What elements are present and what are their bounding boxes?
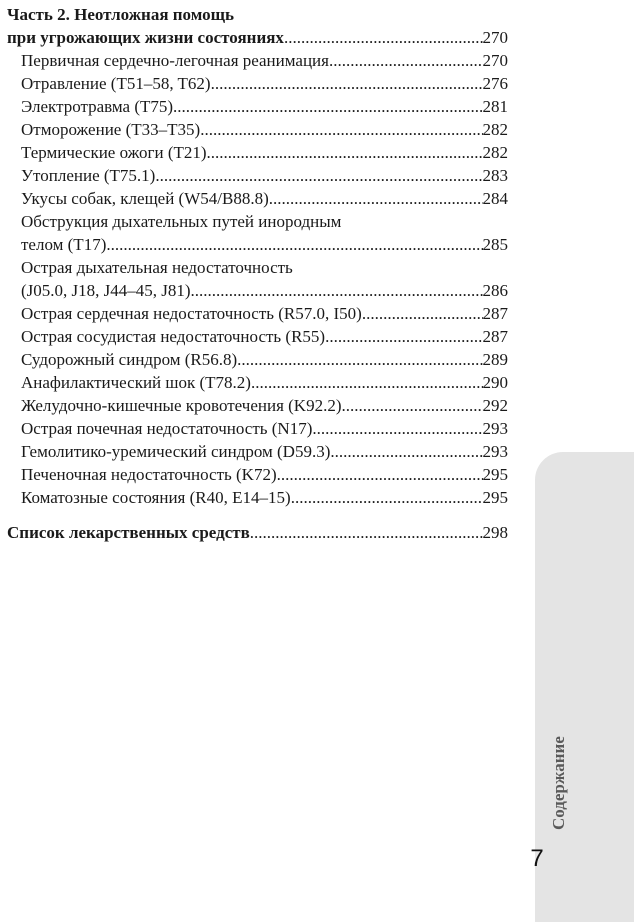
toc-entry-page: 282 — [482, 120, 508, 139]
leader-dots — [250, 521, 483, 544]
toc-entry[interactable] — [7, 394, 508, 417]
toc-entry-title: Список лекарственных средств — [7, 523, 250, 542]
toc-entry-page: 298 — [482, 523, 508, 542]
toc-entry[interactable] — [7, 348, 508, 371]
toc-entry-page: 295 — [482, 465, 508, 484]
toc-entry-page: 270 — [482, 51, 508, 70]
toc-entry-title: Отравление (T51–58, T62) — [21, 74, 211, 93]
part-title: Часть 2. Неотложная помощь — [7, 5, 234, 24]
toc-entry-title: Печеночная недостаточность (K72) — [21, 465, 277, 484]
toc-entry-title: Коматозные состояния (R40, E14–15) — [21, 488, 291, 507]
toc-entry-title: Анафилактический шок (T78.2) — [21, 373, 251, 392]
leader-dots — [325, 325, 482, 348]
toc-entry-page: 293 — [482, 419, 508, 438]
toc-entry[interactable] — [7, 49, 508, 72]
toc-entry-page: 270 — [482, 28, 508, 47]
toc-entry-page: 284 — [482, 189, 508, 208]
leader-dots — [269, 187, 483, 210]
leader-dots — [207, 141, 483, 164]
toc-entry[interactable] — [7, 118, 508, 141]
toc-entry-title: Отморожение (T33–T35) — [21, 120, 201, 139]
toc-entry-page: 293 — [482, 442, 508, 461]
leader-dots — [191, 279, 483, 302]
toc-entry[interactable] — [7, 187, 508, 210]
toc-entry-page: 276 — [482, 74, 508, 93]
toc-entry-page: 290 — [482, 373, 508, 392]
toc-entry[interactable] — [7, 486, 508, 509]
toc-entry[interactable] — [7, 279, 508, 302]
toc-entry[interactable] — [7, 463, 508, 486]
leader-dots — [211, 72, 483, 95]
table-of-contents — [7, 3, 508, 544]
toc-entry[interactable] — [7, 164, 508, 187]
toc-entry[interactable] — [7, 233, 508, 256]
leader-dots — [200, 118, 482, 141]
toc-entry[interactable] — [7, 440, 508, 463]
toc-entry-title: Острая сосудистая недостаточность (R55) — [21, 327, 326, 346]
toc-entry-title: при угрожающих жизни состояниях — [7, 28, 284, 47]
toc-entry-page: 295 — [482, 488, 508, 507]
toc-entry-title-line1: Обструкция дыхательных путей инородным — [21, 212, 342, 231]
leader-dots — [173, 95, 482, 118]
toc-entry-title: Судорожный синдром (R56.8) — [21, 350, 238, 369]
toc-entry-part[interactable] — [7, 26, 508, 49]
toc-entry-page: 286 — [482, 281, 508, 300]
toc-entry[interactable] — [7, 417, 508, 440]
toc-entry-title: Острая сердечная недостаточность (R57.0, I50) — [21, 304, 362, 323]
toc-entry-page: 287 — [482, 304, 508, 323]
toc-entry-page: 282 — [482, 143, 508, 162]
toc-entry-title: (J05.0, J18, J44–45, J81) — [21, 281, 191, 300]
leader-dots — [329, 49, 483, 72]
toc-entry[interactable] — [7, 325, 508, 348]
toc-entry-title: Гемолитико-уремический синдром (D59.3) — [21, 442, 331, 461]
toc-entry[interactable] — [7, 371, 508, 394]
toc-entry-page: 281 — [482, 97, 508, 116]
leader-dots — [237, 348, 482, 371]
leader-dots — [155, 164, 482, 187]
section-gap — [7, 509, 508, 521]
toc-entry[interactable] — [7, 72, 508, 95]
toc-entry-page: 285 — [482, 235, 508, 254]
toc-entry-title: Электротравма (T75) — [21, 97, 174, 116]
toc-entry-page: 283 — [482, 166, 508, 185]
leader-dots — [277, 463, 483, 486]
toc-entry-title: Желудочно-кишечные кровотечения (K92.2) — [21, 396, 342, 415]
toc-entry-title: телом (T17) — [21, 235, 107, 254]
leader-dots — [342, 394, 483, 417]
toc-entry-title-line1: Острая дыхательная недостаточность — [21, 258, 293, 277]
leader-dots — [362, 302, 483, 325]
side-tab-label: Содержание — [549, 736, 568, 830]
leader-dots — [284, 26, 483, 49]
toc-entry-title: Термические ожоги (T21) — [21, 143, 207, 162]
toc-entry-page: 289 — [482, 350, 508, 369]
toc-entry-title: Первичная сердечно-легочная реанимация — [21, 51, 329, 70]
toc-entry[interactable] — [7, 95, 508, 118]
page-number: 7 — [530, 845, 544, 872]
toc-entry-title: Утопление (T75.1) — [21, 166, 156, 185]
leader-dots — [106, 233, 482, 256]
toc-entry-page: 292 — [482, 396, 508, 415]
leader-dots — [251, 371, 483, 394]
side-tab — [535, 452, 634, 922]
toc-entry-title: Острая почечная недостаточность (N17) — [21, 419, 313, 438]
leader-dots — [330, 440, 482, 463]
toc-entry-title: Укусы собак, клещей (W54/B88.8) — [21, 189, 269, 208]
leader-dots — [312, 417, 482, 440]
leader-dots — [291, 486, 483, 509]
toc-entry-drug-list[interactable] — [7, 521, 508, 544]
toc-entry-page: 287 — [482, 327, 508, 346]
toc-entry[interactable] — [7, 141, 508, 164]
toc-entry[interactable] — [7, 302, 508, 325]
